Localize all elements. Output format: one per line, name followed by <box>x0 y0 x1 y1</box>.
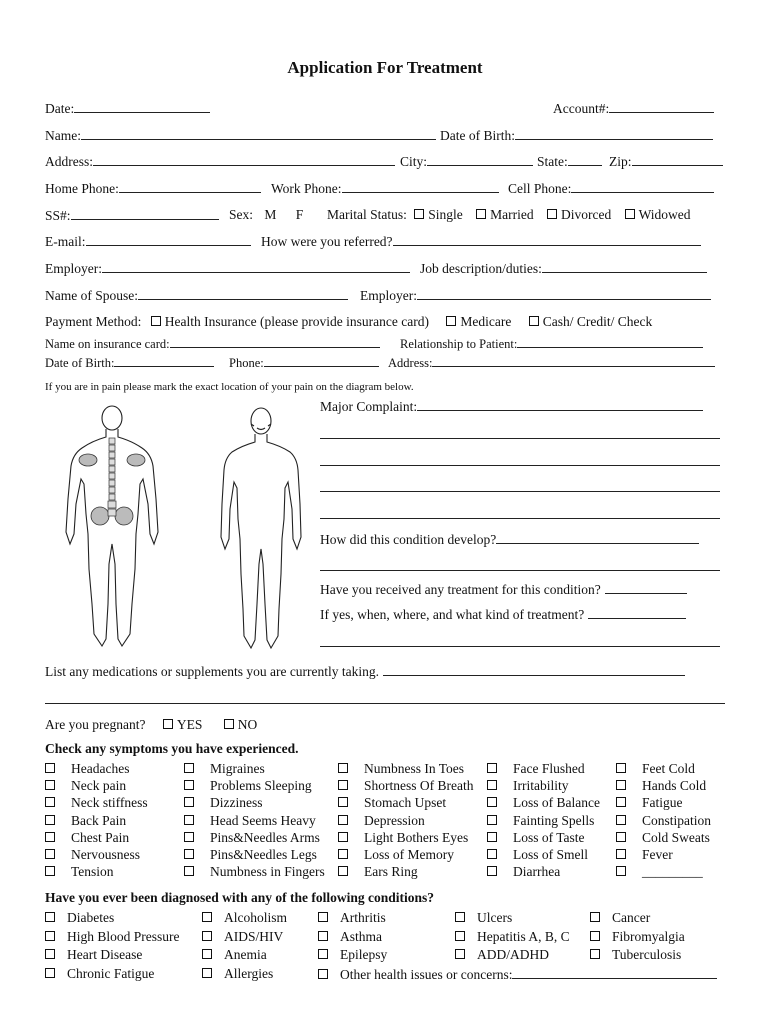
checkbox[interactable] <box>476 209 486 219</box>
checkbox[interactable] <box>318 931 328 941</box>
complaint-line[interactable] <box>320 518 720 519</box>
conditions-heading: Have you ever been diagnosed with any of the following conditions? <box>45 890 435 905</box>
address-label: Address: <box>45 154 93 169</box>
checkbox[interactable] <box>338 763 348 773</box>
checkbox[interactable] <box>616 832 626 842</box>
checkbox[interactable] <box>184 832 194 842</box>
zip-field[interactable] <box>609 153 723 170</box>
symptom-option[interactable] <box>616 813 711 829</box>
spouse-label: Name of Spouse: <box>45 288 138 303</box>
checkbox[interactable] <box>224 719 234 729</box>
body-back-diagram[interactable] <box>62 404 162 654</box>
checkbox[interactable] <box>45 780 55 790</box>
symptom-option[interactable] <box>616 778 706 794</box>
symptom-label: Fatigue <box>642 795 683 811</box>
name-label: Name: <box>45 128 81 143</box>
symptom-option[interactable] <box>45 830 129 846</box>
checkbox[interactable] <box>590 912 600 922</box>
checkbox[interactable] <box>202 968 212 978</box>
widowed-option[interactable] <box>625 207 691 222</box>
checkbox[interactable] <box>163 719 173 729</box>
insured-address-field[interactable] <box>388 354 715 371</box>
symptom-label: Tension <box>71 864 114 880</box>
job-field[interactable] <box>420 260 707 277</box>
symptom-label: Headaches <box>71 761 130 776</box>
yes-label: YES <box>176 717 203 732</box>
symptom-label: Chest Pain <box>71 829 130 845</box>
checkbox[interactable] <box>487 832 497 842</box>
condition-label: Fibromyalgia <box>612 928 685 944</box>
single-label: Single <box>428 207 463 222</box>
develop-line[interactable] <box>320 570 720 571</box>
checkbox[interactable] <box>202 931 212 941</box>
payment-method <box>45 314 652 330</box>
complaint-line[interactable] <box>320 465 720 466</box>
symptom-option[interactable] <box>338 864 418 880</box>
checkbox[interactable] <box>616 780 626 790</box>
payment-label: Payment Method: <box>45 314 142 329</box>
zip-label: Zip: <box>609 154 632 169</box>
checkbox[interactable] <box>318 912 328 922</box>
medicare-option[interactable] <box>446 314 511 329</box>
condition-option[interactable] <box>318 929 382 945</box>
relationship-label: Relationship to Patient: <box>400 337 518 351</box>
symptom-option[interactable] <box>616 847 673 863</box>
account-label: Account#: <box>553 101 610 116</box>
symptom-option[interactable] <box>184 813 316 829</box>
checkbox[interactable] <box>616 815 626 825</box>
received-label: Have you received any treatment for this condition? <box>320 582 601 597</box>
pregnant-yes-option[interactable] <box>163 717 203 732</box>
checkbox[interactable] <box>529 316 539 326</box>
employer-label: Employer: <box>45 261 102 276</box>
cash-label: Cash/ Credit/ Check <box>542 314 653 329</box>
checkbox[interactable] <box>414 209 424 219</box>
checkbox[interactable] <box>487 797 497 807</box>
checkbox[interactable] <box>45 931 55 941</box>
checkbox[interactable] <box>184 797 194 807</box>
checkbox[interactable] <box>151 316 161 326</box>
checkbox[interactable] <box>45 912 55 922</box>
sex-m-option[interactable]: M <box>264 207 277 222</box>
condition-option[interactable] <box>455 947 549 963</box>
condition-label: ADD/ADHD <box>477 947 549 962</box>
email-label: E-mail: <box>45 234 86 249</box>
symptom-label: Fainting Spells <box>513 812 595 828</box>
symptom-option[interactable] <box>487 795 600 811</box>
condition-label: Hepatitis A, B, C <box>477 928 570 944</box>
state-label: State: <box>537 154 568 169</box>
city-label: City: <box>400 154 428 169</box>
complaint-line[interactable] <box>320 438 720 439</box>
marital-label: Marital Status: <box>327 207 407 222</box>
symptom-label: Diarrhea <box>513 864 561 880</box>
dob-label: Date of Birth: <box>440 128 515 143</box>
symptom-label: Irritability <box>513 778 569 794</box>
received-field[interactable] <box>320 581 687 598</box>
symptom-label: Dizziness <box>210 795 263 811</box>
pregnant-question <box>45 717 257 733</box>
checkbox[interactable] <box>318 969 328 979</box>
checkbox[interactable] <box>45 763 55 773</box>
condition-option[interactable] <box>318 947 387 963</box>
condition-label: Chronic Fatigue <box>67 965 155 981</box>
condition-label: AIDS/HIV <box>224 928 284 944</box>
symptom-option[interactable] <box>338 847 454 863</box>
symptom-option[interactable] <box>487 813 594 829</box>
pregnant-no-option[interactable] <box>224 717 258 732</box>
checkbox[interactable] <box>487 815 497 825</box>
symptom-option[interactable] <box>338 761 464 777</box>
employer-field[interactable] <box>45 260 410 277</box>
checkbox[interactable] <box>616 849 626 859</box>
symptom-label: Hands Cold <box>642 778 707 794</box>
checkbox[interactable] <box>338 866 348 876</box>
condition-label: Diabetes <box>67 910 115 925</box>
name-field[interactable] <box>45 127 436 144</box>
condition-option[interactable] <box>455 910 512 926</box>
checkbox[interactable] <box>45 849 55 859</box>
symptom-option[interactable] <box>45 778 126 794</box>
checkbox[interactable] <box>590 949 600 959</box>
cell-phone-label: Cell Phone: <box>508 181 572 196</box>
symptom-label: Head Seems Heavy <box>210 812 316 828</box>
spouse-employer-field[interactable] <box>360 287 711 304</box>
insurance-name-field[interactable] <box>45 335 380 352</box>
married-label: Married <box>490 207 534 222</box>
condition-option[interactable] <box>45 947 142 963</box>
cell-phone-field[interactable] <box>508 180 714 197</box>
condition-option[interactable] <box>590 947 681 963</box>
checkbox[interactable] <box>45 949 55 959</box>
spouse-employer-label: Employer: <box>360 288 417 303</box>
state-field[interactable] <box>537 153 602 170</box>
condition-label: Asthma <box>340 928 382 944</box>
condition-label: Allergies <box>224 965 274 981</box>
condition-label: Ulcers <box>477 910 513 925</box>
insurance-name-label: Name on insurance card: <box>45 337 170 351</box>
symptom-label: Ears Ring <box>364 864 418 880</box>
condition-label: Alcoholism <box>224 910 287 925</box>
spouse-field[interactable] <box>45 287 348 304</box>
symptom-label: Loss of Balance <box>513 795 600 811</box>
insured-phone-field[interactable] <box>229 354 379 371</box>
symptom-label: Loss of Taste <box>513 829 585 845</box>
pain-instruction: If you are in pain please mark the exact location of your pain on the diagram below. <box>45 381 414 393</box>
date-field[interactable] <box>45 100 210 117</box>
condition-label: High Blood Pressure <box>67 928 180 944</box>
symptom-label: Migraines <box>210 761 265 776</box>
checkbox[interactable] <box>184 763 194 773</box>
symptom-option[interactable] <box>338 795 446 811</box>
checkbox[interactable] <box>625 209 635 219</box>
referred-label: How were you referred? <box>261 234 393 249</box>
married-option[interactable] <box>476 207 533 222</box>
condition-option[interactable] <box>45 910 114 926</box>
condition-option[interactable] <box>202 929 283 945</box>
symptom-label: Loss of Memory <box>364 847 454 862</box>
condition-option[interactable] <box>202 910 287 926</box>
address-field[interactable] <box>45 153 395 170</box>
form-title: Application For Treatment <box>287 58 483 77</box>
symptom-option[interactable] <box>184 864 325 880</box>
checkbox[interactable] <box>202 949 212 959</box>
checkbox[interactable] <box>487 866 497 876</box>
checkbox[interactable] <box>616 763 626 773</box>
insured-address-label: Address: <box>388 356 433 370</box>
checkbox[interactable] <box>487 849 497 859</box>
ifyes-field[interactable] <box>320 606 686 623</box>
symptom-option[interactable] <box>616 795 683 811</box>
checkbox[interactable] <box>45 815 55 825</box>
job-label: Job description/duties: <box>420 261 542 276</box>
medicare-label: Medicare <box>460 314 512 329</box>
symptom-option[interactable] <box>487 830 585 846</box>
condition-option[interactable] <box>202 966 273 982</box>
condition-option[interactable] <box>202 947 267 963</box>
checkbox[interactable] <box>338 780 348 790</box>
symptom-label: Loss of Smell <box>513 847 589 862</box>
condition-option[interactable] <box>318 910 386 926</box>
symptom-label: Stomach Upset <box>364 795 447 811</box>
condition-label: Tuberculosis <box>612 947 682 962</box>
checkbox[interactable] <box>487 763 497 773</box>
sex-field <box>229 207 303 223</box>
symptom-label: Pins&Needles Legs <box>210 847 317 862</box>
symptom-option[interactable] <box>184 778 312 794</box>
insured-phone-label: Phone: <box>229 356 264 370</box>
symptom-label: Light Bothers Eyes <box>364 829 469 845</box>
condition-option[interactable] <box>318 966 717 983</box>
major-complaint-label: Major Complaint: <box>320 399 418 414</box>
symptom-option[interactable] <box>184 761 265 777</box>
condition-option[interactable] <box>45 929 180 945</box>
checkbox[interactable] <box>616 797 626 807</box>
checkbox[interactable] <box>455 912 465 922</box>
condition-label: Heart Disease <box>67 947 143 962</box>
symptom-label: Back Pain <box>71 812 127 828</box>
checkbox[interactable] <box>184 849 194 859</box>
checkbox[interactable] <box>616 866 626 876</box>
symptom-option[interactable] <box>338 778 473 794</box>
single-option[interactable] <box>414 207 463 222</box>
checkbox[interactable] <box>590 931 600 941</box>
symptom-label: Face Flushed <box>513 761 585 776</box>
develop-field[interactable] <box>320 531 699 548</box>
dob-field[interactable] <box>440 127 713 144</box>
email-field[interactable] <box>45 233 251 250</box>
checkbox[interactable] <box>318 949 328 959</box>
no-label: NO <box>237 717 258 732</box>
symptom-option[interactable] <box>45 864 114 880</box>
ss-field[interactable] <box>45 207 219 224</box>
city-field[interactable] <box>400 153 533 170</box>
medications-field[interactable] <box>45 663 685 680</box>
condition-label: Cancer <box>612 910 651 925</box>
condition-label: Other health issues or concerns: <box>340 966 513 982</box>
checkbox[interactable] <box>338 797 348 807</box>
ifyes-line[interactable] <box>320 646 720 647</box>
checkbox[interactable] <box>455 949 465 959</box>
major-complaint-field[interactable] <box>320 398 703 415</box>
checkbox[interactable] <box>45 866 55 876</box>
checkbox[interactable] <box>184 815 194 825</box>
work-phone-field[interactable] <box>271 180 499 197</box>
health-insurance-label: Health Insurance (please provide insurance card) <box>164 314 429 329</box>
condition-option[interactable] <box>590 910 650 926</box>
ss-label: SS#: <box>45 208 71 223</box>
symptom-option[interactable] <box>338 813 425 829</box>
symptom-option[interactable] <box>487 864 560 880</box>
symptoms-heading: Check any symptoms you have experienced. <box>45 741 299 756</box>
checkbox[interactable] <box>184 780 194 790</box>
symptom-label: Neck stiffness <box>71 795 148 811</box>
symptom-label: Numbness in Fingers <box>210 864 325 880</box>
date-label: Date: <box>45 101 75 116</box>
health-insurance-option[interactable] <box>151 314 429 329</box>
symptom-option[interactable] <box>184 847 317 863</box>
symptom-label: Feet Cold <box>642 761 695 776</box>
sex-label: Sex: <box>229 207 254 222</box>
checkbox[interactable] <box>45 968 55 978</box>
condition-label: Epilepsy <box>340 947 388 962</box>
body-front-diagram[interactable] <box>219 404 303 654</box>
relationship-field[interactable] <box>400 335 703 352</box>
checkbox[interactable] <box>487 780 497 790</box>
sex-f-option[interactable]: F <box>295 207 304 222</box>
divorced-label: Divorced <box>561 207 612 222</box>
symptom-label: Fever <box>642 847 673 862</box>
pregnant-label: Are you pregnant? <box>45 717 146 732</box>
symptom-option[interactable] <box>338 830 468 846</box>
symptom-option[interactable] <box>487 847 588 863</box>
symptom-option[interactable] <box>616 761 695 777</box>
symptom-label: Depression <box>364 812 425 828</box>
condition-option[interactable] <box>455 929 570 945</box>
medications-label: List any medications or supplements you are currently taking. <box>45 664 380 679</box>
symptom-option[interactable] <box>616 864 703 880</box>
symptom-option[interactable] <box>184 795 262 811</box>
symptom-option[interactable] <box>45 795 148 811</box>
symptom-label: Shortness Of Breath <box>364 778 474 794</box>
home-phone-field[interactable] <box>45 180 261 197</box>
work-phone-label: Work Phone: <box>271 181 342 196</box>
checkbox[interactable] <box>446 316 456 326</box>
symptom-option[interactable] <box>45 813 126 829</box>
checkbox[interactable] <box>45 797 55 807</box>
home-phone-label: Home Phone: <box>45 181 119 196</box>
symptom-option[interactable] <box>487 778 568 794</box>
checkbox[interactable] <box>338 815 348 825</box>
marital-status <box>327 207 691 223</box>
symptom-label: Problems Sleeping <box>210 778 312 794</box>
symptom-label: Numbness In Toes <box>364 761 465 776</box>
widowed-label: Widowed <box>638 207 691 222</box>
symptom-label: Cold Sweats <box>642 829 710 845</box>
symptom-option[interactable] <box>45 847 140 863</box>
checkbox[interactable] <box>338 849 348 859</box>
divorced-option[interactable] <box>547 207 611 222</box>
checkbox[interactable] <box>455 931 465 941</box>
cash-option[interactable] <box>529 314 652 329</box>
condition-option[interactable] <box>590 929 685 945</box>
medications-line[interactable] <box>45 703 725 704</box>
symptom-option[interactable] <box>487 761 585 777</box>
insured-dob-field[interactable] <box>45 354 214 371</box>
checkbox[interactable] <box>547 209 557 219</box>
other-issues-line[interactable] <box>512 966 717 979</box>
symptom-option[interactable] <box>184 830 320 846</box>
ifyes-label: If yes, when, where, and what kind of treatment? <box>320 607 585 622</box>
complaint-line[interactable] <box>320 491 720 492</box>
develop-label: How did this condition develop? <box>320 532 497 547</box>
account-field[interactable] <box>553 100 714 117</box>
condition-label: Anemia <box>224 947 267 962</box>
symptom-option[interactable] <box>45 761 129 777</box>
symptom-label: Pins&Needles Arms <box>210 829 320 845</box>
checkbox[interactable] <box>338 832 348 842</box>
checkbox[interactable] <box>45 832 55 842</box>
symptom-label: Constipation <box>642 812 712 828</box>
referred-field[interactable] <box>261 233 701 250</box>
symptom-label: Nervousness <box>71 847 140 862</box>
condition-label: Arthritis <box>340 910 386 925</box>
condition-option[interactable] <box>45 966 154 982</box>
insured-dob-label: Date of Birth: <box>45 356 115 370</box>
checkbox[interactable] <box>184 866 194 876</box>
symptom-option[interactable] <box>616 830 710 846</box>
symptom-label: Neck pain <box>71 778 127 794</box>
symptom-label: _________ <box>642 864 703 880</box>
checkbox[interactable] <box>202 912 212 922</box>
